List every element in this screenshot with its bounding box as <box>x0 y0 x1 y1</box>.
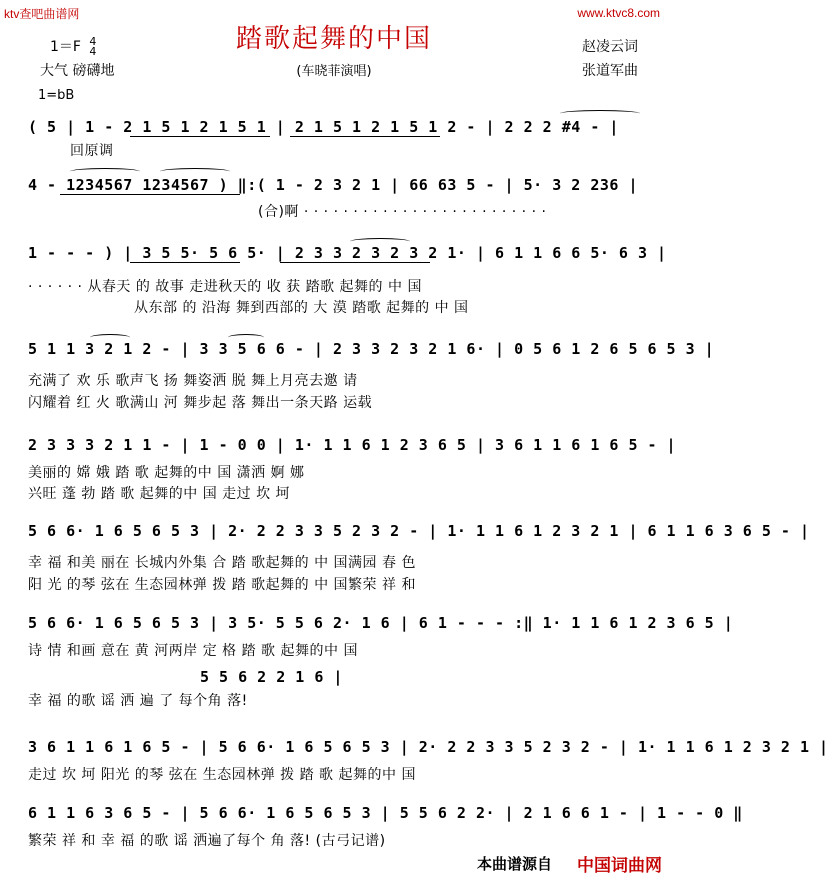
watermark-right: www.ktvc8.com <box>577 6 660 20</box>
beam <box>130 262 240 263</box>
score-line-7-lyrics-1: 诗 情 和画 意在 黄 河两岸 定 格 踏 歌 起舞的中 国 <box>28 643 358 659</box>
score-line-3-lyrics-1: · · · · · · 从春天 的 故事 走进秋天的 收 获 踏歌 起舞的 中 国 <box>28 279 422 295</box>
key-change-marking: 1=bB <box>38 88 75 103</box>
time-top: 4 <box>89 35 97 48</box>
score-line-4-notes: 5 1 1 3 2 1 2 - | 3 3 5 6 6 - | 2 3 3 2 3 2 1 6· | 0 5 6 1 2 6 5 6 5 3 | <box>28 340 715 358</box>
score-line-10-lyrics-1: 繁荣 祥 和 幸 福 的歌 谣 洒遍了每个 角 落! (古弓记谱) <box>28 833 386 849</box>
slur <box>70 168 140 175</box>
watermark-left: ktv查吧曲谱网 <box>4 7 80 21</box>
footer-brand[interactable]: 中国词曲网 <box>577 856 662 876</box>
score-line-3-lyrics-2: 从东部 的 沿海 舞到西部的 大 漠 踏歌 起舞的 中 国 <box>134 300 469 316</box>
slur <box>560 110 640 117</box>
score-line-5-notes: 2 3 3 3 2 1 1 - | 1 - 0 0 | 1· 1 1 6 1 2 3 6 5 | 3 6 1 1 6 1 6 5 - | <box>28 436 677 454</box>
score-line-3-notes: 1 - - - ) | 3 5 5· 5 6 5· | 2 3 3 2 3 2 3 2 1· | 6 1 1 6 6 5· 6 3 | <box>28 244 667 262</box>
score-line-6-lyrics-2: 阳 光 的琴 弦在 生态园林弹 拨 踏 歌起舞的 中 国繁荣 祥 和 <box>28 577 416 593</box>
slur <box>350 238 410 245</box>
beam <box>130 136 270 137</box>
composer-credit: 张道军曲 <box>582 63 638 79</box>
slur <box>90 334 130 341</box>
beam <box>280 262 430 263</box>
slur <box>160 168 230 175</box>
score-line-2-lyrics-1: (合)啊 · · · · · · · · · · · · · · · · · · · · · · · · · <box>258 204 547 220</box>
score-line-1-lyrics-1: 回原调 <box>70 143 114 159</box>
key-signature <box>50 36 96 57</box>
singer-credit: (车晓菲演唱) <box>296 64 372 79</box>
tempo-marking: 大气 磅礴地 <box>40 63 115 79</box>
score-line-5-lyrics-1: 美丽的 嫦 娥 踏 歌 起舞的中 国 潇洒 婀 娜 <box>28 465 305 481</box>
score-line-4-lyrics-1: 充满了 欢 乐 歌声飞 扬 舞姿洒 脱 舞上月亮去邀 请 <box>28 373 358 389</box>
score-line-9-notes: 3 6 1 1 6 1 6 5 - | 5 6 6· 1 6 5 6 5 3 | 2· 2 2 3 3 5 2 3 2 - | 1· 1 1 6 1 2 3 2 1 | <box>28 738 829 756</box>
score-line-6-notes: 5 6 6· 1 6 5 6 5 3 | 2· 2 2 3 3 5 2 3 2 - | 1· 1 1 6 1 2 3 2 1 | 6 1 1 6 3 6 5 - | <box>28 522 810 540</box>
song-title: 踏歌起舞的中国 <box>235 24 432 54</box>
score-line-5-lyrics-2: 兴旺 蓬 勃 踏 歌 起舞的中 国 走过 坎 坷 <box>28 486 291 502</box>
slur <box>228 334 264 341</box>
score-line-2-notes: 4 - 1234567 1234567 ) ‖:( 1 - 2 3 2 1 | 66 63 5 - | 5· 3 2 236 | <box>28 176 638 194</box>
time-bottom: 4 <box>89 45 97 58</box>
score-line-6-lyrics-1: 幸 福 和美 丽在 长城内外集 合 踏 歌起舞的 中 国满园 春 色 <box>28 555 416 571</box>
score-line-9-lyrics-1: 走过 坎 坷 阳光 的琴 弦在 生态园林弹 拨 踏 歌 起舞的中 国 <box>28 767 416 783</box>
score-line-4-lyrics-2: 闪耀着 红 火 歌满山 河 舞步起 落 舞出一条天路 运载 <box>28 395 373 411</box>
score-line-8-notes: 5 5 6 2 2 1 6 | <box>200 668 343 686</box>
score-line-8-lyrics-1: 幸 福 的歌 谣 洒 遍 了 每个角 落! <box>28 693 248 709</box>
beam <box>290 136 440 137</box>
score-line-7-notes: 5 6 6· 1 6 5 6 5 3 | 3 5· 5 5 6 2· 1 6 | 6 1 - - - :‖ 1· 1 1 6 1 2 3 6 5 | <box>28 614 734 632</box>
lyricist-credit: 赵凌云词 <box>582 39 638 55</box>
footer-source: 本曲谱源自 <box>476 855 552 873</box>
score-line-10-notes: 6 1 1 6 3 6 5 - | 5 6 6· 1 6 5 6 5 3 | 5 5 6 2 2· | 2 1 6 6 1 - | 1 - - 0 ‖ <box>28 804 743 822</box>
key-label: 1＝F <box>50 39 81 55</box>
beam <box>60 194 240 195</box>
score-line-1-notes: ( 5 | 1 - 2 1 5 1 2 1 5 1 | 2 1 5 1 2 1 5 1 2 - | 2 2 2 #4 - | <box>28 118 619 136</box>
time-signature <box>89 37 96 57</box>
